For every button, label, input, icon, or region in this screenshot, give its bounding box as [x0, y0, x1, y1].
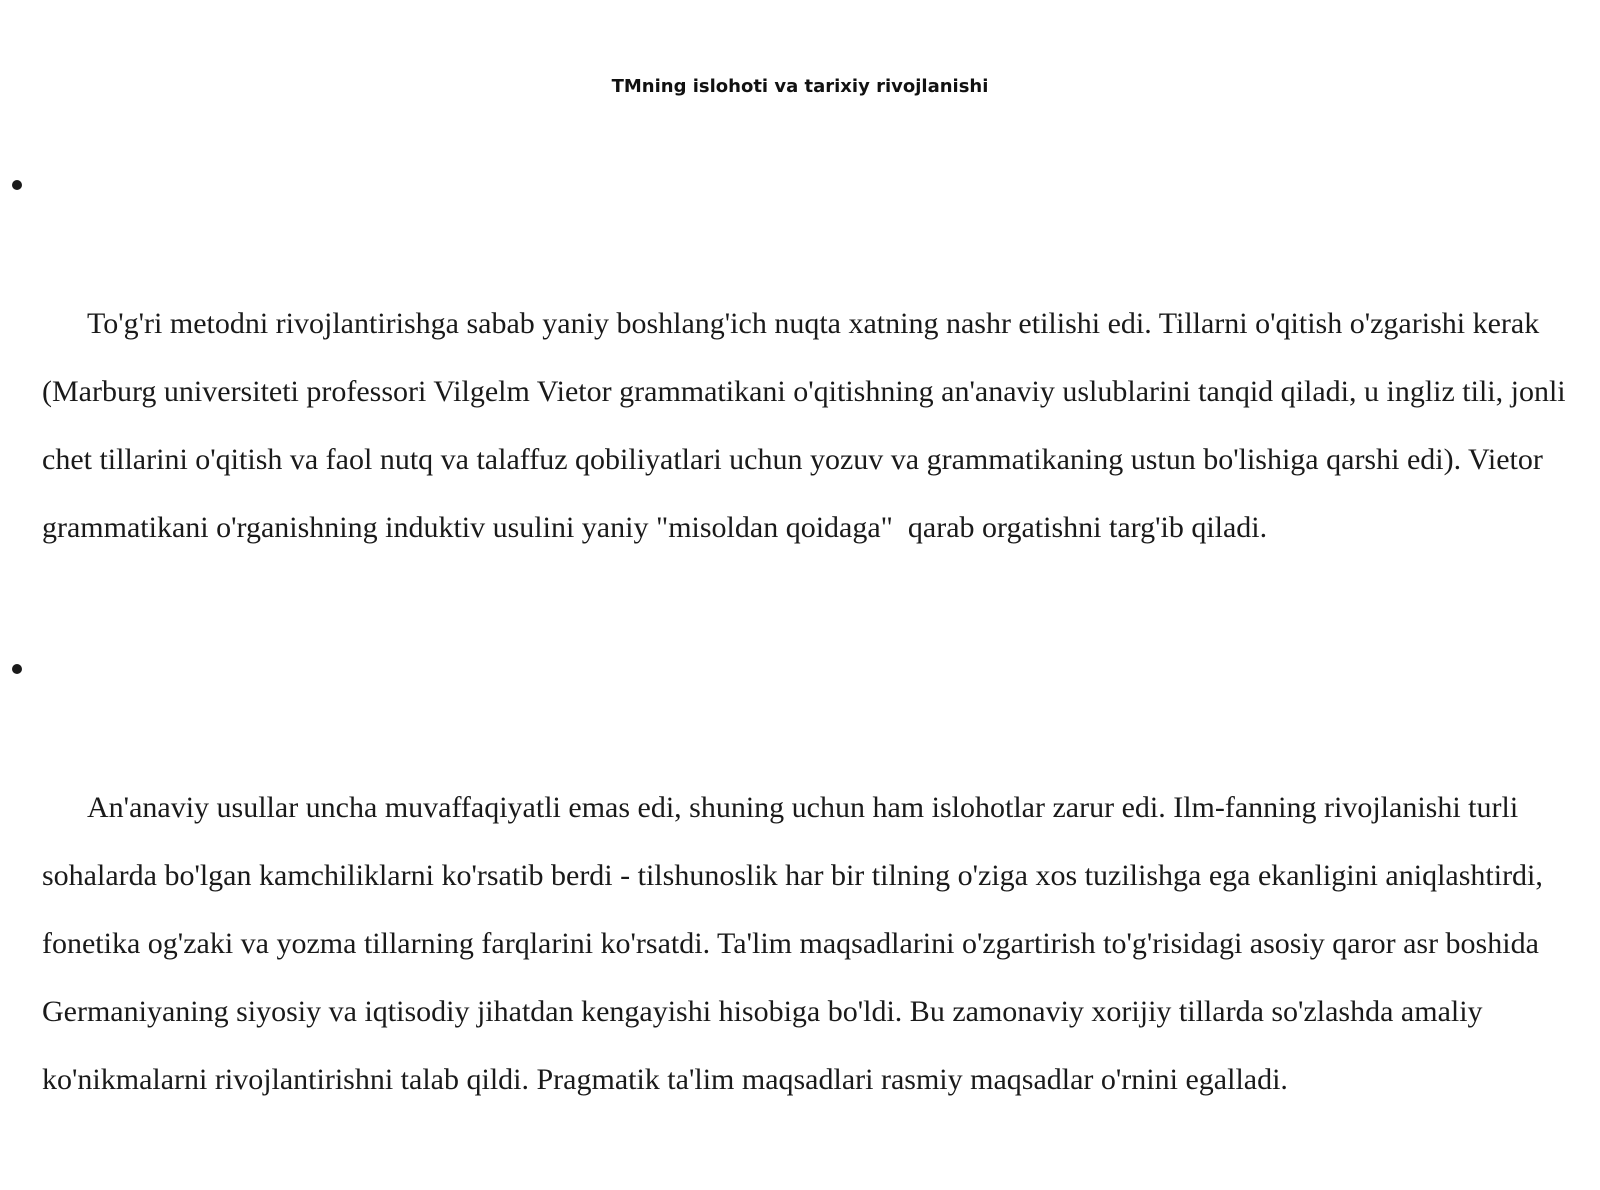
bullet-list	[0, 154, 1600, 1190]
bullet-dot-icon	[12, 664, 22, 674]
bullet-text: To'g'ri metodni rivojlantirishga sabab yaniy boshlang'ich nuqta xatning nashr etilishi edi. Tillarni o'qitish o'zgarishi kerak (Marburg universiteti professori Vilgelm Vietor grammatikani o'qitishning an'anaviy uslublarini tanqid qiladi, u ingliz tili, jonli chet tillarini o'qitish va faol nutq va talaffuz qobiliyatlari uchun yozuv va grammatikaning ustun bo'lishiga qarshi edi). Vietor grammatikani o'rganishning induktiv usulini yaniy "misoldan qoidaga" qarab orgatishni targ'ib qiladi.	[42, 307, 1574, 544]
bullet-dot-icon	[12, 180, 22, 190]
bullet-item	[0, 638, 1600, 1182]
bullet-item	[0, 154, 1600, 630]
bullet-text: An'anaviy usullar uncha muvaffaqiyatli emas edi, shuning uchun ham islohotlar zarur edi. Ilm-fanning rivojlanishi turli sohalarda bo'lgan kamchiliklarni ko'rsatib berdi - tilshunoslik har bir tilning o'ziga xos tuzilishga ega ekanligini aniqlashtirdi, fonetika og'zaki va yozma tillarning farqlarini ko'rsatdi. Ta'lim maqsadlarini o'zgartirish to'g'risidagi asosiy qaror asr boshida Germaniyaning siyosiy va iqtisodiy jihatdan kengayishi hisobiga bo'ldi. Bu zamonaviy xorijiy tillarda so'zlashda amaliy ko'nikmalarni rivojlantirishni talab qildi. Pragmatik ta'lim maqsadlari rasmiy maqsadlar o'rnini egalladi.	[42, 791, 1551, 1096]
slide-title: TMning islohoti va tarixiy rivojlanishi	[611, 76, 989, 97]
